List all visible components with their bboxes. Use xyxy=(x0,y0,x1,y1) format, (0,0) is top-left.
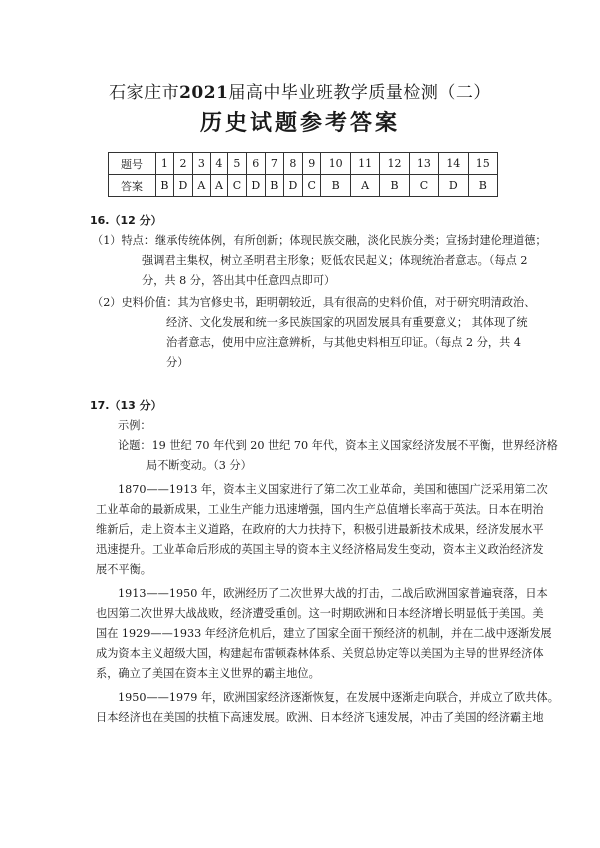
question-number-cell: 11 xyxy=(350,153,379,175)
answer-cell: B xyxy=(156,175,174,197)
question-number-cell: 14 xyxy=(439,153,468,175)
answer-cell: A xyxy=(193,175,211,197)
answer-cell: A xyxy=(350,175,379,197)
answer-cell: A xyxy=(210,175,228,197)
q16-section xyxy=(90,211,547,373)
answer-table xyxy=(108,152,498,197)
q17-para2-line: 国在 1929——1933 年经济危机后，建立了国家全面干预经济的机制，并在二战中逐渐发展 xyxy=(96,627,552,640)
title-rest: 届高中毕业班教学质量检测（二） xyxy=(228,83,491,103)
answer-row xyxy=(109,175,498,197)
q16-part1-line: （1）特点：继承传统体例，有所创新；体现民族交融，淡化民族分类；宣扬封建伦理道德； xyxy=(92,234,547,247)
q17-para1-line: 迅速提升。工业革命后形成的英国主导的资本主义经济格局发生变动，资本主义政治经济发 xyxy=(96,543,544,556)
question-number-cell: 13 xyxy=(409,153,438,175)
answer-cell: B xyxy=(468,175,497,197)
question-number-cell: 3 xyxy=(193,153,211,175)
q16-heading: 16.（12 分） xyxy=(90,214,162,227)
q17-para1-line: 工业革命的最新成果，工业生产能力迅速增强，国内生产总值增长率高于英法。日本在明治 xyxy=(96,503,544,516)
answer-cell: D xyxy=(246,175,265,197)
page-subtitle: 历史试题参考答案 xyxy=(199,111,400,136)
q17-para2-line: 成为资本主义超级大国，构建起布雷顿森林体系、关贸总协定等以美国为主导的世界经济体 xyxy=(96,647,544,660)
question-number-cell: 2 xyxy=(173,153,192,175)
question-number-cell: 7 xyxy=(265,153,283,175)
q17-para3-line: 日本经济也在美国的扶植下高速发展。欧洲、日本经济飞速发展，冲击了美国的经济霸主地 xyxy=(96,711,544,724)
question-number-cell: 12 xyxy=(380,153,409,175)
q17-heading: 17.（13 分） xyxy=(90,399,162,412)
answer-cell: B xyxy=(380,175,409,197)
question-number-label: 题号 xyxy=(109,153,156,175)
q17-para1-line: 维新后，走上资本主义道路，在政府的大力扶持下，积极引进最新技术成果，经济发展水平 xyxy=(96,523,544,536)
q17-para1-line: 展不平衡。 xyxy=(96,563,152,576)
question-number-cell: 4 xyxy=(210,153,228,175)
answer-cell: C xyxy=(228,175,246,197)
q17-para2-line: 系，确立了美国在资本主义世界的霸主地位。 xyxy=(96,667,320,680)
q17-section xyxy=(90,396,559,728)
answer-cell: B xyxy=(321,175,350,197)
q17-thesis-line: 论题：19 世纪 70 年代到 20 世纪 70 年代，资本主义国家经济发展不平衡，世界经济格 xyxy=(118,439,558,452)
title-year: 2021 xyxy=(179,83,229,103)
answer-cell: D xyxy=(283,175,302,197)
q17-example-label: 示例： xyxy=(118,419,152,432)
question-number-row xyxy=(109,153,498,175)
q17-para1-line: 1870——1913 年，资本主义国家进行了第二次工业革命，美国和德国广泛采用第二次 xyxy=(118,483,548,496)
answer-label: 答案 xyxy=(109,175,156,197)
q17-para2-line: 1913——1950 年，欧洲经历了二次世界大战的打击，二战后欧洲国家普遍衰落，日本 xyxy=(118,587,548,600)
question-number-cell: 9 xyxy=(303,153,321,175)
question-number-cell: 10 xyxy=(321,153,350,175)
answer-cell: D xyxy=(439,175,468,197)
q16-part2-line: 治者意志，使用中应注意辨析，与其他史料相互印证。（每点 2 分，共 4 xyxy=(166,336,521,349)
q16-part1-line: 强调君主集权，树立圣明君主形象；贬低农民起义；体现统治者意志。（每点 2 xyxy=(142,254,528,267)
answer-cell: C xyxy=(303,175,321,197)
q16-part2-line: （2）史料价值：其为官修史书，距明朝较近，具有很高的史料价值，对于研究明清政治、 xyxy=(92,296,536,309)
q16-part2-line: 分） xyxy=(166,356,189,369)
q17-para2-line: 也因第二次世界大战战败，经济遭受重创。这一时期欧洲和日本经济增长明显低于美国。美 xyxy=(96,607,544,620)
q16-part1-line: 分，共 8 分，答出其中任意四点即可） xyxy=(142,274,336,287)
answer-cell: B xyxy=(265,175,283,197)
answer-cell: C xyxy=(409,175,438,197)
question-number-cell: 5 xyxy=(228,153,246,175)
exam-title xyxy=(0,78,600,103)
question-number-cell: 15 xyxy=(468,153,497,175)
title-city: 石家庄市 xyxy=(109,83,180,103)
question-number-cell: 6 xyxy=(246,153,265,175)
q16-part2-line: 经济、文化发展和统一多民族国家的巩固发展具有重要意义； 其体现了统 xyxy=(166,316,528,329)
question-number-cell: 8 xyxy=(283,153,302,175)
answer-cell: D xyxy=(173,175,192,197)
q17-thesis-line: 局不断变动。（3 分） xyxy=(146,459,252,472)
question-number-cell: 1 xyxy=(156,153,174,175)
q17-para3-line: 1950——1979 年，欧洲国家经济逐渐恢复，在发展中逐渐走向联合，并成立了欧共体。 xyxy=(118,691,559,704)
